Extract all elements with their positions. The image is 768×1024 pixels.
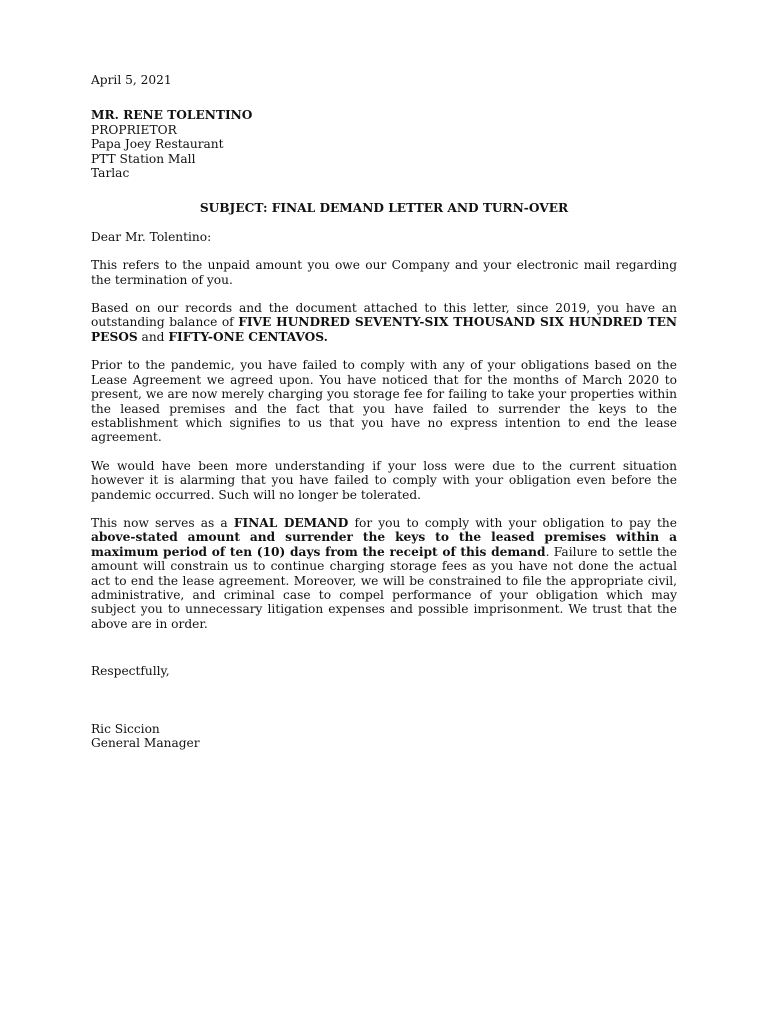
paragraph-3: Prior to the pandemic, you have failed to comply with any of your obligations based on the Lease Agreement we agreed upon. You have noticed that for the months of March 2020 to present, we are now merely charging you storage fee for failing to take your properties within the leased premises and the fact that you have failed to surrender the keys to the establishment which signifies to us that you have no express intention to end the lease agreement. [91, 358, 677, 445]
signatory-title: General Manager [91, 736, 200, 750]
recipient-address-1: PTT Station Mall [91, 151, 196, 166]
final-demand-term: FINAL DEMAND [233, 515, 349, 530]
closing: Respectfully, [91, 664, 170, 679]
recipient-title: PROPRIETOR [91, 122, 177, 137]
recipient-name [91, 108, 677, 122]
subject-line: SUBJECT: FINAL DEMAND LETTER AND TURN-OVER [199, 201, 569, 216]
paragraph-5-mid: for you to comply with your obligation to pay the [348, 515, 677, 530]
recipient-block [91, 108, 677, 180]
recipient-address-2: Tarlac [91, 166, 130, 181]
paragraph-5-post: . Failure to settle the amount will constrain us to continue charging storage fees as you have not done the actual act to end the lease agreement. Moreover, we will be constrained to file the appropriate civil, administrative, and criminal case to compel performance of your obligation which may subject you to unnecessary litigation expenses and possible imprisonment. We trust that the above are in order. [91, 544, 677, 631]
demand-terms: above-stated amount and surrender the keys to the leased premises within a maximum period of ten (10) days from the receipt of this demand [91, 530, 677, 559]
signatory-name: Ric Siccion [91, 721, 160, 736]
paragraph-5-pre: This now serves as a [91, 515, 234, 530]
paragraph-2-text: Based on our records and the document attached to this letter, since 2019, you have an outstanding balance of [91, 301, 677, 330]
letter-page [91, 73, 677, 750]
recipient-company: Papa Joey Restaurant [91, 137, 224, 152]
paragraph-2-and: and [137, 329, 169, 344]
recipient-name-text: MR. RENE TOLENTINO [91, 108, 253, 123]
amount-in-words: FIVE HUNDRED SEVENTY-SIX THOUSAND SIX HUNDRED TEN PESOS [91, 315, 677, 344]
amount-centavos: FIFTY-ONE CENTAVOS. [168, 329, 328, 344]
salutation: Dear Mr. Tolentino: [91, 229, 212, 244]
paragraph-2 [91, 301, 677, 344]
paragraph-5 [91, 516, 677, 631]
letter-date: April 5, 2021 [91, 73, 172, 87]
paragraph-4: We would have been more understanding if your loss were due to the current situation however it is alarming that you have failed to comply with your obligation even before the pandemic occurred. Such will no longer be tolerated. [91, 458, 677, 502]
paragraph-1: This refers to the unpaid amount you owe our Company and your electronic mail regarding the termination of you. [91, 258, 677, 287]
signature-block [91, 722, 677, 751]
